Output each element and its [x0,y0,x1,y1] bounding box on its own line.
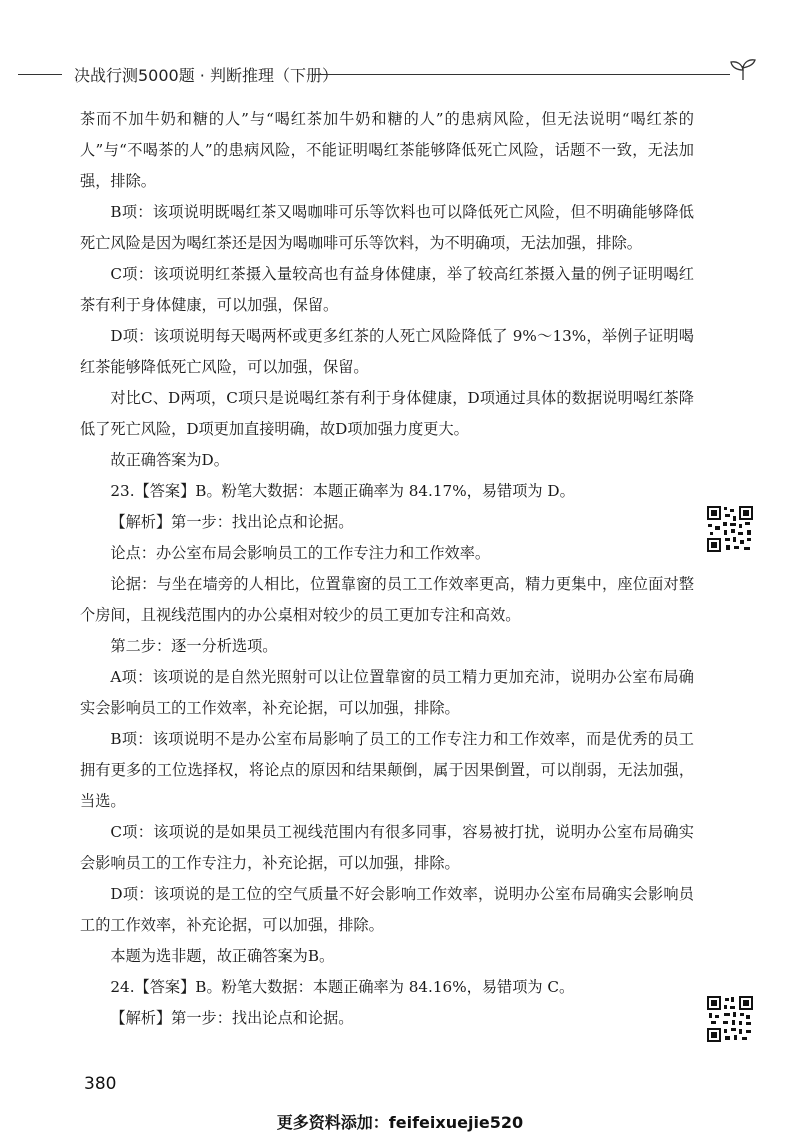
paragraph: 论点：办公室布局会影响员工的工作专注力和工作效率。 [110,544,491,562]
paragraph: B项：该项说明既喝红茶又喝咖啡可乐等饮料也可以降低死亡风险，但不明确能够降低死亡风险是因为喝红茶还是因为喝咖啡可乐等饮料，为不明确项，无法加强，排除。 [80,203,694,252]
paragraph: 茶而不加牛奶和糖的人”与“喝红茶加牛奶和糖的人”的患病风险，但无法说明“喝红茶的人”与“不喝茶的人”的患病风险，不能证明喝红茶能够降低死亡风险，话题不一致，无法加强，排除。 [80,110,694,190]
header-rule-right [312,74,730,75]
page-number: 380 [84,1074,117,1094]
paragraph: 故正确答案为D。 [110,451,229,469]
paragraph: 本题为选非题，故正确答案为B。 [110,947,335,965]
answer-heading-24: 24.【答案】B。粉笔大数据：本题正确率为 84.16%，易错项为 C。 [110,978,575,996]
book-title: 决战行测5000题 · 判断推理（下册） [74,66,338,85]
paragraph: C项：该项说的是如果员工视线范围内有很多同事，容易被打扰，说明办公室布局确实会影响员工的工作专注力，补充论据，可以加强，排除。 [80,823,694,872]
paragraph: 【解析】第一步：找出论点和论据。 [110,1009,354,1027]
answer-explanation-body [80,104,694,1034]
paragraph: 第二步：逐一分析选项。 [110,637,278,655]
paragraph: D项：该项说的是工位的空气质量不好会影响工作效率，说明办公室布局确实会影响员工的工作效率，补充论据，可以加强，排除。 [80,885,694,934]
header-rule-left [18,74,62,75]
paragraph: B项：该项说明不是办公室布局影响了员工的工作专注力和工作效率，而是优秀的员工拥有更多的工位选择权，将论点的原因和结果颠倒，属于因果倒置，可以削弱，无法加强，当选。 [80,730,694,810]
paragraph: 论据：与坐在墙旁的人相比，位置靠窗的员工工作效率更高，精力更集中，座位面对整个房间，且视线范围内的办公桌相对较少的员工更加专注和高效。 [80,575,694,624]
leaf-icon [728,58,758,82]
paragraph: A项：该项说的是自然光照射可以让位置靠窗的员工精力更加充沛，说明办公室布局确实会影响员工的工作效率，补充论据，可以加强，排除。 [80,668,694,717]
paragraph: C项：该项说明红茶摄入量较高也有益身体健康，举了较高红茶摄入量的例子证明喝红茶有利于身体健康，可以加强，保留。 [80,265,694,314]
answer-heading-23: 23.【答案】B。粉笔大数据：本题正确率为 84.17%，易错项为 D。 [110,482,575,500]
qr-code-icon[interactable] [706,995,754,1043]
page-header [0,60,800,90]
paragraph: 【解析】第一步：找出论点和论据。 [110,513,354,531]
paragraph: D项：该项说明每天喝两杯或更多红茶的人死亡风险降低了 9%～13%，举例子证明喝红茶能够降低死亡风险，可以加强，保留。 [80,327,694,376]
footer-contact-note: 更多资料添加：feifeixuejie520 [276,1113,524,1132]
paragraph: 对比C、D两项，C项只是说喝红茶有利于身体健康，D项通过具体的数据说明喝红茶降低了死亡风险，D项更加直接明确，故D项加强力度更大。 [80,389,694,438]
qr-code-icon[interactable] [706,505,754,553]
